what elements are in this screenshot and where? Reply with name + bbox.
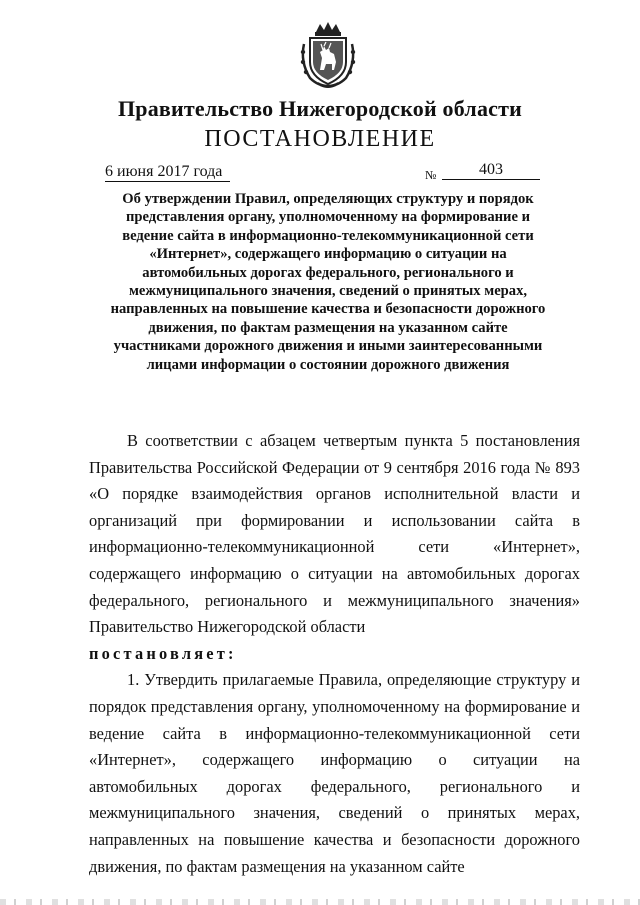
scan-edge-artifact xyxy=(0,899,640,905)
document-subject: Об утверждении Правил, определяющих структуру и порядок представления органу, уполномоченному на формирование и ведение сайта в информационно-телекоммуникационной сети «Интернет», содержащего информацию о ситуации на автомобильных дорогах федерального, регионального и межмуниципального значения, сведений о принятых мерах, направленных на повышение качества и безопасности дорожного движения, по фактам размещения на указанном сайте участниками дорожного движения и иными заинтересованными лицами информации о состоянии дорожного движения xyxy=(110,191,546,373)
document-body xyxy=(89,428,580,880)
preamble-paragraph: В соответствии с абзацем четвертым пункта 5 постановления Правительства Российской Федерации от 9 сентября 2016 года № 893 «О порядке взаимодействия органов исполнительной власти и организаций при формировании и использовании сайта в информационно-телекоммуникационной сети «Интернет», содержащего информацию о ситуации на автомобильных дорогах федерального, регионального и межмуниципального значения» Правительство Нижегородской области xyxy=(89,431,580,637)
number-label: № xyxy=(425,168,437,182)
document-date: 6 июня 2017 года xyxy=(105,163,230,182)
coat-of-arms-icon xyxy=(296,22,360,88)
document-type: ПОСТАНОВЛЕНИЕ xyxy=(204,126,436,152)
resolves-word: постановляет: xyxy=(89,643,237,663)
item-1-paragraph: 1. Утвердить прилагаемые Правила, определяющие структуру и порядок представления органу, уполномоченному на формирование и ведение сайта в информационно-телекоммуникационной сети «Интернет», содержащего информацию о ситуации на автомобильных дорогах федерального, регионального и межмуниципального значения, сведений о принятых мерах, направленных на повышение качества и безопасности дорожного движения, по фактам размещения на указанном сайте xyxy=(89,670,580,876)
document-number: 403 xyxy=(442,161,540,180)
government-title: Правительство Нижегородской области xyxy=(117,96,522,121)
